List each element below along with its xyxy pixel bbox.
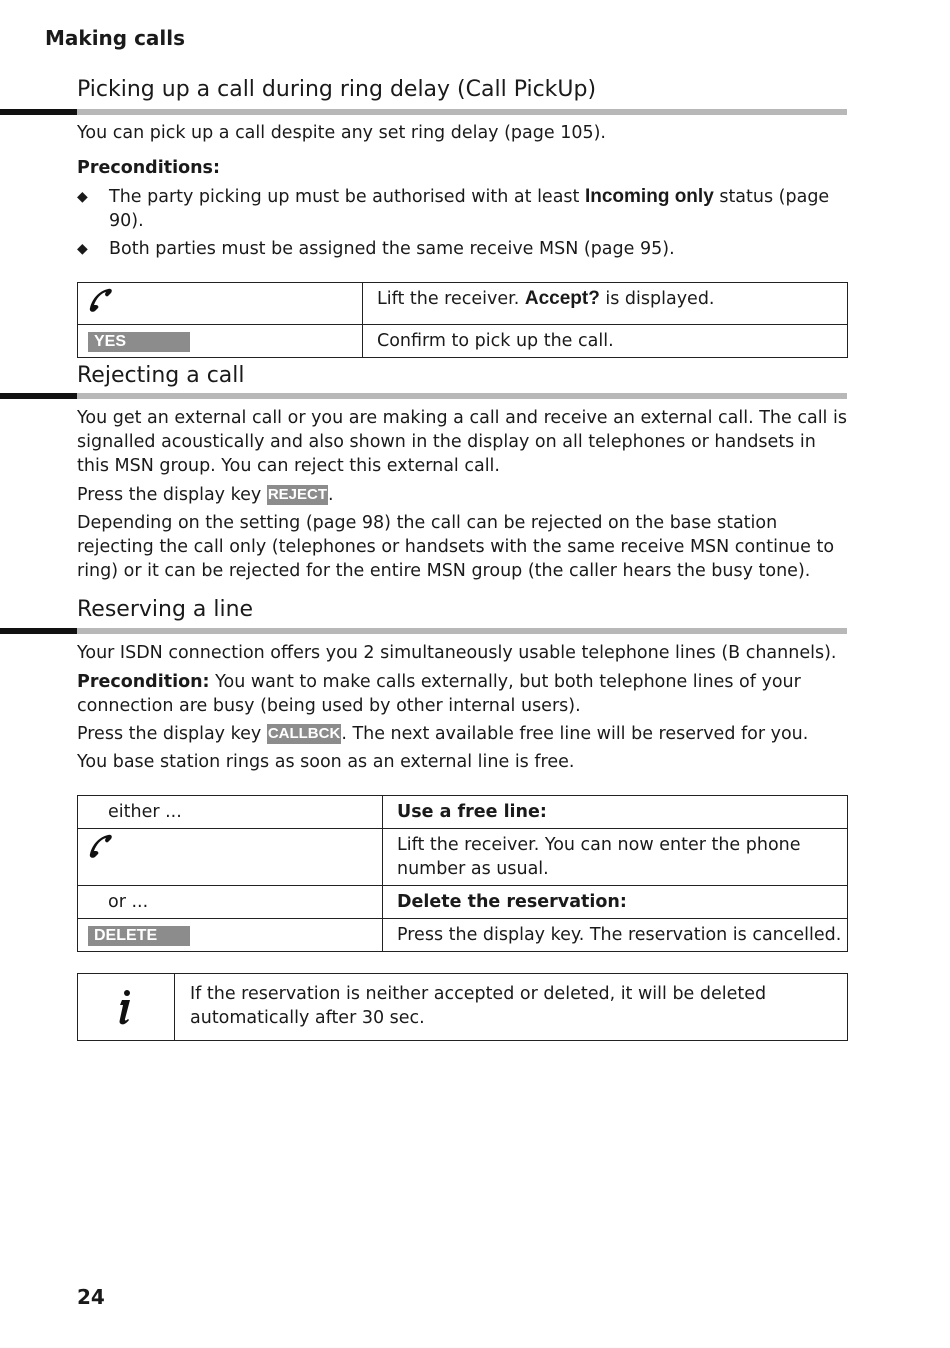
step-key-cell <box>78 325 363 358</box>
base-station-rings-note: You base station rings as soon as an external line is free. <box>77 752 575 772</box>
step-description: Confirm to pick up the call. <box>363 325 848 358</box>
either-label: either ... <box>78 796 383 829</box>
callback-instruction: Press the display key CALLBCK. The next available free line will be reserved for you. <box>77 724 809 744</box>
running-head: Making calls <box>45 26 186 50</box>
step-description: Press the display key. The reservation is cancelled. <box>383 919 848 952</box>
or-label: or ... <box>78 886 383 919</box>
section-title-rejecting-call: Rejecting a call <box>77 363 245 388</box>
reject-setting-description: Depending on the setting (page 98) the call can be rejected on the base station rejecting the call only (telephones or handsets with the same receive MSN continue to ring) or it can be rejected for the entire MSN group (the caller hears the busy tone). <box>77 513 835 581</box>
info-icon <box>78 974 175 1040</box>
isdn-lines-description: Your ISDN connection offers you 2 simultaneously usable telephone lines (B channels). <box>77 643 837 663</box>
handset-icon <box>88 287 114 313</box>
section-rule-grey <box>77 109 847 115</box>
call-pickup-steps-table <box>77 282 848 358</box>
diamond-bullet-icon: ◆ <box>77 189 88 205</box>
diamond-bullet-icon: ◆ <box>77 241 88 257</box>
list-item: ◆ The party picking up must be authorised with at least Incoming only status (page 90). <box>77 186 830 231</box>
rejecting-call-description: You get an external call or you are making a call and receive an external call. The call is signalled acoustically and also shown in the display on all telephones or handsets in this MSN group. You can reject this external call. <box>77 408 847 476</box>
step-icon-cell <box>78 829 383 886</box>
page-number: 24 <box>77 1285 105 1309</box>
step-key-cell <box>78 919 383 952</box>
section-title-call-pickup: Picking up a call during ring delay (Call PickUp) <box>77 77 597 102</box>
section-rule-grey <box>77 628 847 634</box>
display-text: Accept? <box>524 288 600 309</box>
section-rule-black <box>0 393 77 399</box>
callbck-display-key[interactable]: CALLBCK <box>267 725 341 742</box>
or-heading: Delete the reservation: <box>383 886 848 919</box>
preconditions-label: Preconditions: <box>77 158 220 178</box>
step-description: Lift the receiver. Accept? is displayed. <box>363 283 848 325</box>
info-note-text: If the reservation is neither accepted or deleted, it will be deleted automatically after 30 sec. <box>190 984 767 1028</box>
status-name: Incoming only <box>584 186 714 207</box>
section-rule-black <box>0 628 77 634</box>
call-pickup-intro: You can pick up a call despite any set ring delay (page 105). <box>77 123 606 143</box>
table-row <box>78 919 848 952</box>
list-item: ◆ Both parties must be assigned the same receive MSN (page 95). <box>77 239 675 259</box>
step-icon-cell <box>78 283 363 325</box>
reject-display-key[interactable]: REJECT <box>267 486 327 503</box>
reserve-precondition: Precondition: You want to make calls externally, but both telephone lines of your connection are busy (being used by other internal users). <box>77 672 801 716</box>
table-row <box>78 829 848 886</box>
reject-instruction: Press the display key REJECT. <box>77 485 334 505</box>
info-note-box <box>77 973 848 1041</box>
delete-display-key[interactable]: DELETE <box>88 926 190 946</box>
handset-icon <box>88 833 114 859</box>
step-description: Lift the receiver. You can now enter the phone number as usual. <box>383 829 848 886</box>
either-heading: Use a free line: <box>383 796 848 829</box>
section-title-reserving-line: Reserving a line <box>77 597 254 622</box>
section-rule-black <box>0 109 77 115</box>
yes-display-key[interactable]: YES <box>88 332 190 352</box>
table-row <box>78 796 848 829</box>
table-row <box>78 886 848 919</box>
section-rule-grey <box>77 393 847 399</box>
reserve-line-steps-table <box>77 795 848 952</box>
table-row <box>78 283 848 325</box>
table-row <box>78 325 848 358</box>
